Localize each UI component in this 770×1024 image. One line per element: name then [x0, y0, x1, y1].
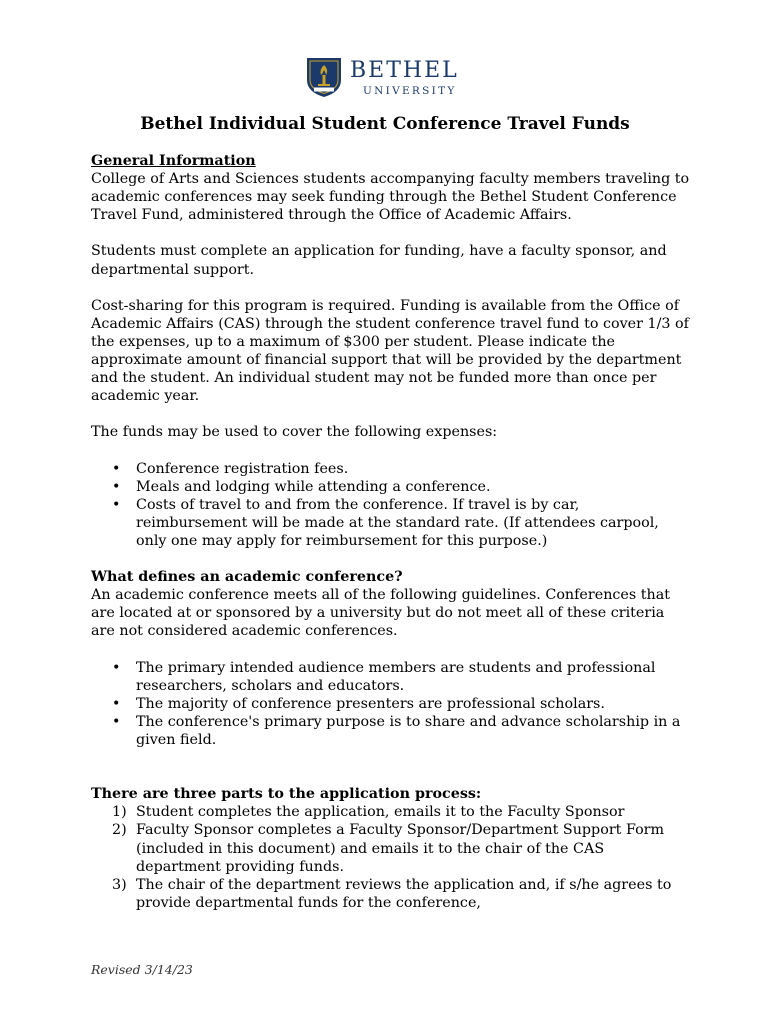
general-paragraph-4: The funds may be used to cover the following expenses: [91, 424, 498, 441]
general-paragraph-2: Students must complete an application for funding, have a faculty sponsor, and departmental support. [91, 243, 667, 278]
list-item: • The primary intended audience members are students and professional researchers, scholars and educators. [91, 659, 691, 695]
step-text: The chair of the department reviews the application and, if s/he agrees to provide departmental funds for the conference, [136, 876, 672, 911]
list-item: • The majority of conference presenters are professional scholars. [91, 695, 691, 713]
step-number: 3) [112, 876, 127, 893]
bethel-logo [305, 56, 470, 100]
logo-wordmark: BETHEL [350, 58, 459, 83]
shield-icon [305, 56, 343, 98]
expenses-list [91, 460, 691, 550]
general-paragraph-1: College of Arts and Sciences students accompanying faculty members traveling to academic conferences may seek funding through the Bethel Student Conference Travel Fund, administered through the Office of Academic Affairs. [91, 171, 690, 224]
process-heading: There are three parts to the application process: [91, 786, 482, 803]
step-number: 1) [112, 804, 127, 821]
process-steps [91, 803, 691, 912]
document-body [91, 152, 691, 912]
step-number: 2) [112, 822, 127, 839]
page-title: Bethel Individual Student Conference Travel Funds [140, 114, 630, 134]
general-heading: General Information [91, 153, 256, 169]
list-item: • Meals and lodging while attending a conference. [91, 478, 691, 496]
step-text: Student completes the application, emails it to the Faculty Sponsor [136, 804, 625, 821]
step-text: Faculty Sponsor completes a Faculty Sponsor/Department Support Form (included in this document) and emails it to the chair of the CAS department providing funds. [136, 822, 665, 875]
general-paragraph-3: Cost-sharing for this program is required. Funding is available from the Office of Academic Affairs (CAS) through the student conference travel fund to cover 1/3 of the expenses, up to a maximum of $300 per student. Please indicate the approximate amount of financial support that will be provided by the department and the student. An individual student may not be funded more than once per academic year. [91, 297, 689, 405]
list-item [91, 821, 691, 875]
logo-subtitle: UNIVERSITY [363, 85, 457, 97]
academic-heading: What defines an academic conference? [91, 569, 403, 586]
list-item: • The conference's primary purpose is to share and advance scholarship in a given field. [91, 713, 691, 749]
revised-date: Revised 3/14/23 [91, 962, 193, 977]
list-item [91, 803, 691, 821]
academic-paragraph: An academic conference meets all of the following guidelines. Conferences that are located at or sponsored by a university but do not meet all of these criteria are not considered academic conferences. [91, 587, 670, 640]
list-item: • Conference registration fees. [91, 460, 691, 478]
list-item [91, 876, 691, 912]
guidelines-list [91, 659, 691, 749]
list-item: • Costs of travel to and from the conference. If travel is by car, reimbursement will be made at the standard rate. (If attendees carpool, only one may apply for reimbursement for this purpose.) [91, 496, 691, 550]
